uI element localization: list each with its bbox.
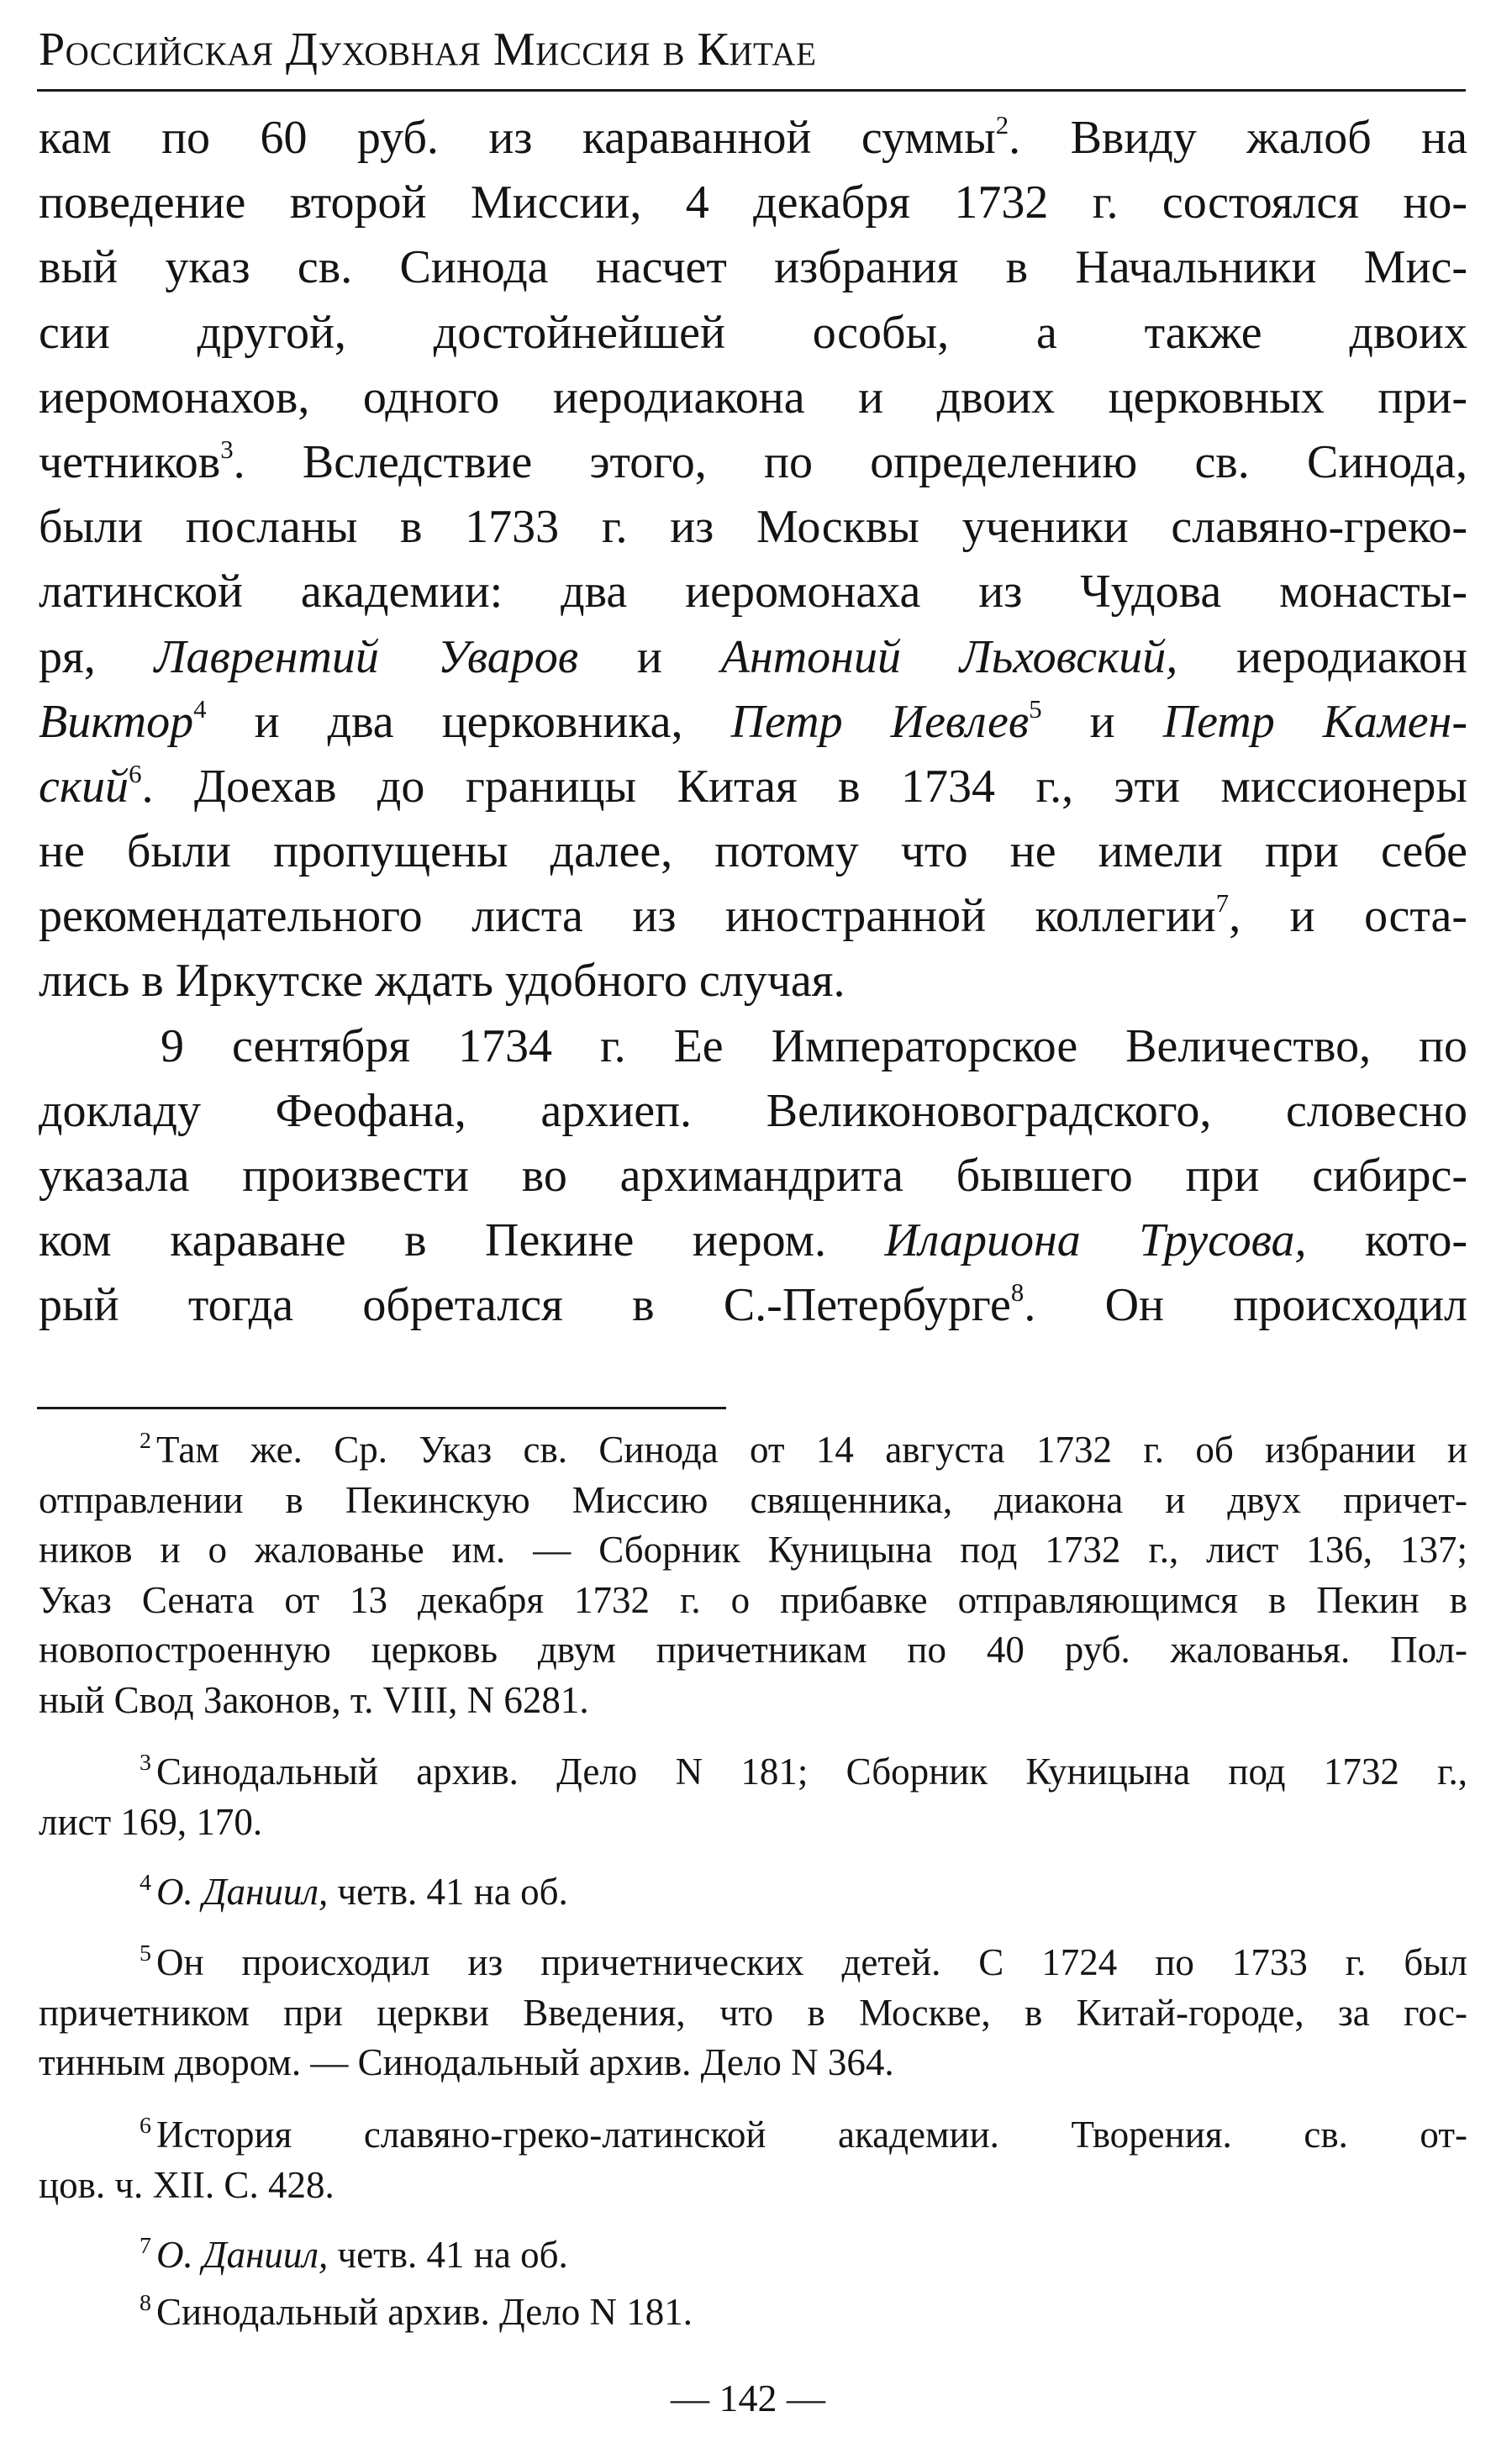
footnote-7 xyxy=(39,2230,1467,2281)
footnote-line: $^7$ О. Даниил, четв. 41 на об. xyxy=(140,2233,568,2276)
page-number: — 142 — xyxy=(671,2377,825,2419)
text-line: вый указ св. Синода насчет избрания в Начальники Мис- xyxy=(39,241,1467,294)
footnote-line: $^4$ О. Даниил, четв. 41 на об. xyxy=(140,1870,568,1913)
footnote-line: $^3$ Синодальный архив. Дело N 181; Сборник Куницына под 1732 г., xyxy=(140,1750,1467,1793)
running-head: Российская Духовная Миссия в Китае xyxy=(39,24,817,76)
footnote-2 xyxy=(39,1425,1467,1725)
footnote-line: тинным двором. — Синодальный архив. Дело N 364. xyxy=(39,2041,894,2083)
footnote-line: новопостроенную церковь двум причетникам по 40 руб. жалованья. Пол- xyxy=(39,1629,1467,1671)
text-line: были посланы в 1733 г. из Москвы ученики славяно-греко- xyxy=(39,501,1467,554)
text-line: указала произвести во архимандрита бывшего при сибирс- xyxy=(39,1150,1467,1202)
text-line: кам по 60 руб. из караванной суммы$^2$. Ввиду жалоб на xyxy=(39,110,1467,164)
footnote-line: ников и о жалованье им. — Сборник Куницына под 1732 г., лист 136, 137; xyxy=(39,1529,1467,1571)
footnote-line: отправлении в Пекинскую Миссию священника, диакона и двух причет- xyxy=(39,1478,1467,1521)
footnote-line: ный Свод Законов, т. VIII, N 6281. xyxy=(39,1678,589,1721)
footnote-rule xyxy=(37,1407,726,1409)
text-line: латинской академии: два иеромонаха из Чудова монасты- xyxy=(39,566,1467,619)
text-line: рый тогда обретался в С.-Петербурге$^8$. Он происходил xyxy=(39,1278,1467,1332)
footnote-line: цов. ч. XII. С. 428. xyxy=(39,2163,334,2206)
footnote-line: $^2$ Там же. Ср. Указ св. Синода от 14 августа 1732 г. об избрании и xyxy=(140,1428,1467,1471)
text-line: четников$^3$. Вследствие этого, по определению св. Синода, xyxy=(39,434,1467,488)
footnote-line: причетником при церкви Введения, что в Москве, в Китай-городе, за гос- xyxy=(39,1991,1467,2034)
footnote-line: $^5$ Он происходил из причетнических детей. С 1724 по 1733 г. был xyxy=(140,1940,1467,1983)
footnote-6 xyxy=(39,2110,1467,2210)
footnote-5 xyxy=(39,1938,1467,2088)
footnote-3 xyxy=(39,1747,1467,1847)
footnote-line: Указ Сената от 13 декабря 1732 г. о прибавке отправляющимся в Пекин в xyxy=(39,1578,1467,1621)
text-line: ский$^6$. Доехав до границы Китая в 1734 г., эти миссионеры xyxy=(39,759,1467,813)
text-line: сии другой, достойнейшей особы, а также двоих xyxy=(39,306,1467,359)
text-line: не были пропущены далее, потому что не имели при себе xyxy=(39,825,1467,878)
text-line: докладу Феофана, архиеп. Великоновоградского, словесно xyxy=(39,1084,1467,1137)
footnote-line: лист 169, 170. xyxy=(39,1800,263,1843)
text-line: иеромонахов, одного иеродиакона и двоих церковных при- xyxy=(39,371,1467,424)
main-text xyxy=(39,106,1467,1339)
paragraph-start-line: 9 сентября 1734 г. Ее Императорское Величество, по xyxy=(161,1019,1467,1072)
text-line: рекомендательного листа из иностранной коллегии$^7$, и оста- xyxy=(39,889,1467,943)
footnote-line: $^8$ Синодальный архив. Дело N 181. xyxy=(140,2290,693,2333)
text-line: ря, Лаврентий Уваров и Антоний Льховский, иеродиакон xyxy=(39,630,1468,683)
text-line: поведение второй Миссии, 4 декабря 1732 г. состоялся но- xyxy=(39,176,1467,229)
footnote-4 xyxy=(39,1867,1467,1918)
text-line: Виктор$^4$ и два церковника, Петр Иевлев$^5$ и Петр Камен- xyxy=(39,694,1467,748)
text-line: ком караване в Пекине иером. Илариона Трусова, кото- xyxy=(39,1214,1467,1267)
header-rule xyxy=(37,89,1466,92)
footnote-line: $^6$ История славяно-греко-латинской академии. Творения. св. от- xyxy=(140,2113,1467,2156)
text-line: лись в Иркутске ждать удобного случая. xyxy=(39,955,845,1008)
footnote-8 xyxy=(39,2288,1467,2338)
